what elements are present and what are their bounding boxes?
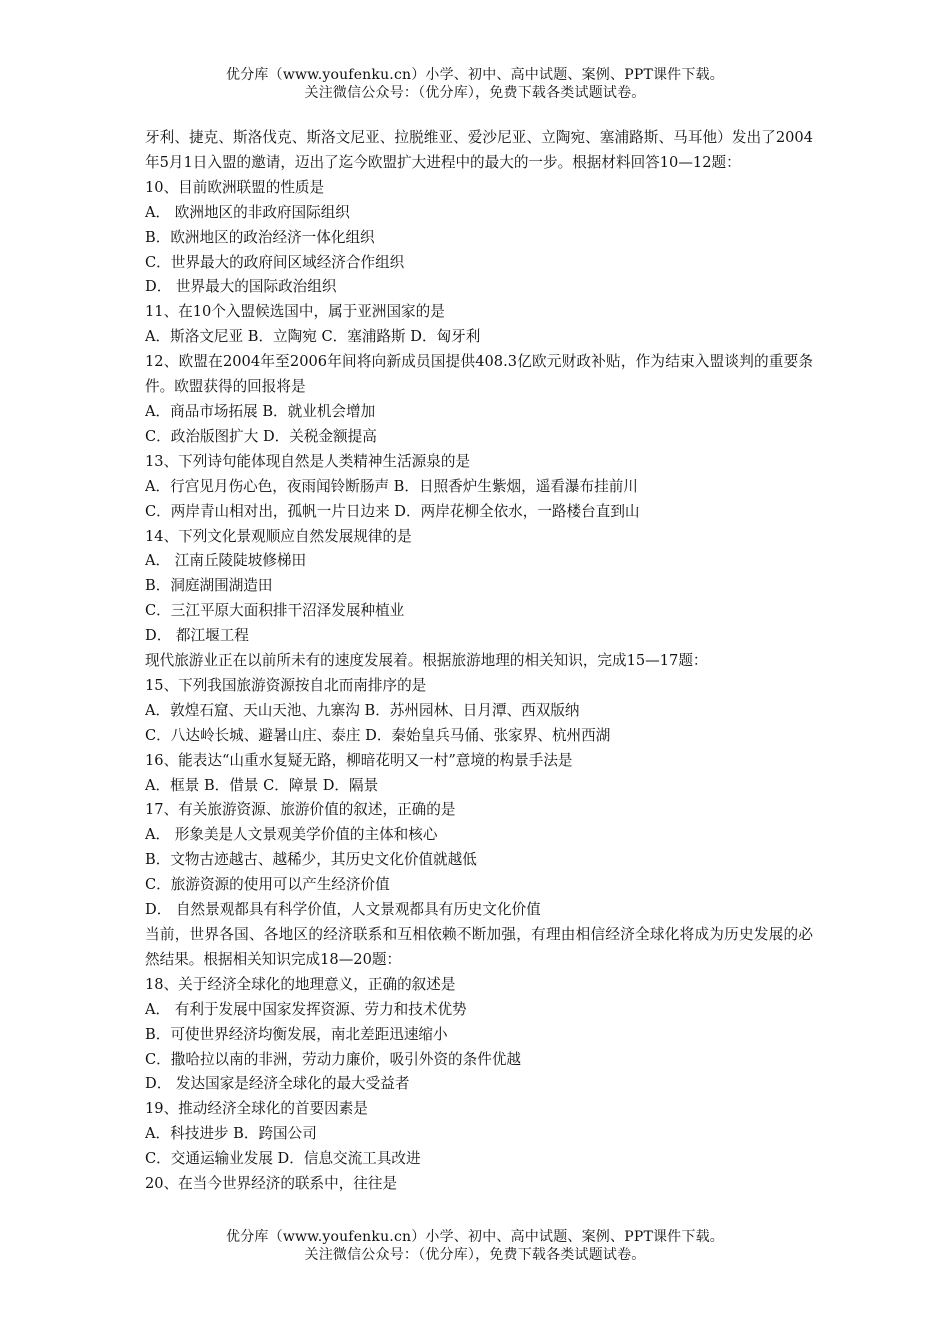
question-14: 14、下列文化景观顺应自然发展规律的是 bbox=[145, 527, 412, 545]
tourism-passage: 现代旅游业正在以前所未有的速度发展着。根据旅游地理的相关知识，完成15—17题： bbox=[145, 652, 708, 670]
question-15-options-ab: A．敦煌石窟、天山天池、九寨沟 B．苏州园林、日月潭、西双版纳 bbox=[145, 701, 580, 719]
question-10-option-a: A． 欧洲地区的非政府国际组织 bbox=[145, 203, 350, 221]
question-14-option-a: A． 江南丘陵陡坡修梯田 bbox=[145, 552, 307, 570]
question-18-option-d: D． 发达国家是经济全球化的最大受益者 bbox=[145, 1075, 410, 1093]
question-20: 20、在当今世界经济的联系中，往往是 bbox=[145, 1175, 398, 1193]
question-12-options-cd: C．政治版图扩大 D．关税金额提高 bbox=[145, 427, 377, 445]
question-18-option-b: B．可使世界经济均衡发展，南北差距迅速缩小 bbox=[145, 1025, 448, 1043]
question-10: 10、目前欧洲联盟的性质是 bbox=[145, 178, 325, 196]
question-15-options-cd: C．八达岭长城、避暑山庄、泰庄 D．秦始皇兵马俑、张家界、杭州西湖 bbox=[145, 726, 611, 744]
question-11: 11、在10个入盟候选国中，属于亚洲国家的是 bbox=[145, 303, 445, 321]
question-19: 19、推动经济全球化的首要因素是 bbox=[145, 1100, 368, 1118]
question-16: 16、能表达“山重水复疑无路，柳暗花明又一村”意境的构景手法是 bbox=[145, 751, 573, 769]
question-17: 17、有关旅游资源、旅游价值的叙述，正确的是 bbox=[145, 801, 456, 819]
eu-passage: 牙利、捷克、斯洛伐克、斯洛文尼亚、拉脱维亚、爱沙尼亚、立陶宛、塞浦路斯、马耳他）发出了2004年5月1日入盟的邀请，迈出了迄今欧盟扩大进程中的最大的一步。根据材料回答10—12题： bbox=[145, 129, 813, 171]
question-13: 13、下列诗句能体现自然是人类精神生活源泉的是 bbox=[145, 452, 471, 470]
question-19-options-cd: C．交通运输业发展 D．信息交流工具改进 bbox=[145, 1150, 421, 1168]
question-12: 12、欧盟在2004年至2006年间将向新成员国提供408.3亿欧元财政补贴，作为结束入盟谈判的重要条件。欧盟获得的回报将是 bbox=[145, 353, 813, 396]
question-18-option-a: A． 有利于发展中国家发挥资源、劳力和技术优势 bbox=[145, 1000, 467, 1018]
question-17-option-d: D． 自然景观都具有科学价值，人文景观都具有历史文化价值 bbox=[145, 901, 541, 919]
question-12-options-ab: A．商品市场拓展 B．就业机会增加 bbox=[145, 402, 376, 420]
page-header bbox=[0, 66, 950, 102]
question-17-option-c: C．旅游资源的使用可以产生经济价值 bbox=[145, 876, 390, 894]
header-line-2: 关注微信公众号：（优分库），免费下载各类试题试卷。 bbox=[304, 85, 646, 101]
question-17-option-a: A． 形象美是人文景观美学价值的主体和核心 bbox=[145, 826, 438, 844]
question-15: 15、下列我国旅游资源按自北而南排序的是 bbox=[145, 676, 427, 694]
question-17-option-b: B．文物古迹越古、越稀少，其历史文化价值就越低 bbox=[145, 851, 477, 869]
question-18-option-c: C．撒哈拉以南的非洲，劳动力廉价，吸引外资的条件优越 bbox=[145, 1050, 522, 1068]
exam-body bbox=[145, 126, 813, 1197]
question-10-option-b: B．欧洲地区的政治经济一体化组织 bbox=[145, 228, 375, 246]
question-14-option-d: D． 都江堰工程 bbox=[145, 627, 249, 645]
page-footer bbox=[0, 1228, 950, 1264]
question-18: 18、关于经济全球化的地理意义，正确的叙述是 bbox=[145, 975, 456, 993]
question-10-option-d: D． 世界最大的国际政治组织 bbox=[145, 278, 337, 296]
question-11-options: A．斯洛文尼亚 B．立陶宛 C．塞浦路斯 D．匈牙利 bbox=[145, 328, 481, 346]
question-10-option-c: C．世界最大的政府间区域经济合作组织 bbox=[145, 253, 405, 271]
header-line-1: 优分库（www.youfenku.cn）小学、初中、高中试题、案例、PPT课件下载。 bbox=[226, 67, 724, 83]
question-14-option-b: B．洞庭湖围湖造田 bbox=[145, 577, 273, 595]
globalization-passage: 当前，世界各国、各地区的经济联系和互相依赖不断加强，有理由相信经济全球化将成为历史发展的必然结果。根据相关知识完成18—20题： bbox=[145, 926, 813, 968]
question-16-options: A．框景 B．借景 C．障景 D．隔景 bbox=[145, 776, 379, 794]
question-13-options-cd: C．两岸青山相对出，孤帆一片日边来 D．两岸花柳全依水，一路楼台直到山 bbox=[145, 502, 640, 520]
footer-line-1: 优分库（www.youfenku.cn）小学、初中、高中试题、案例、PPT课件下载。 bbox=[226, 1229, 724, 1245]
question-14-option-c: C．三江平原大面积排干沼泽发展种植业 bbox=[145, 602, 405, 620]
question-13-options-ab: A．行宫见月伤心色，夜雨闻铃断肠声 B．日照香炉生紫烟，遥看瀑布挂前川 bbox=[145, 477, 638, 495]
question-19-options-ab: A．科技进步 B．跨国公司 bbox=[145, 1125, 317, 1143]
footer-line-2: 关注微信公众号：（优分库），免费下载各类试题试卷。 bbox=[304, 1247, 646, 1263]
